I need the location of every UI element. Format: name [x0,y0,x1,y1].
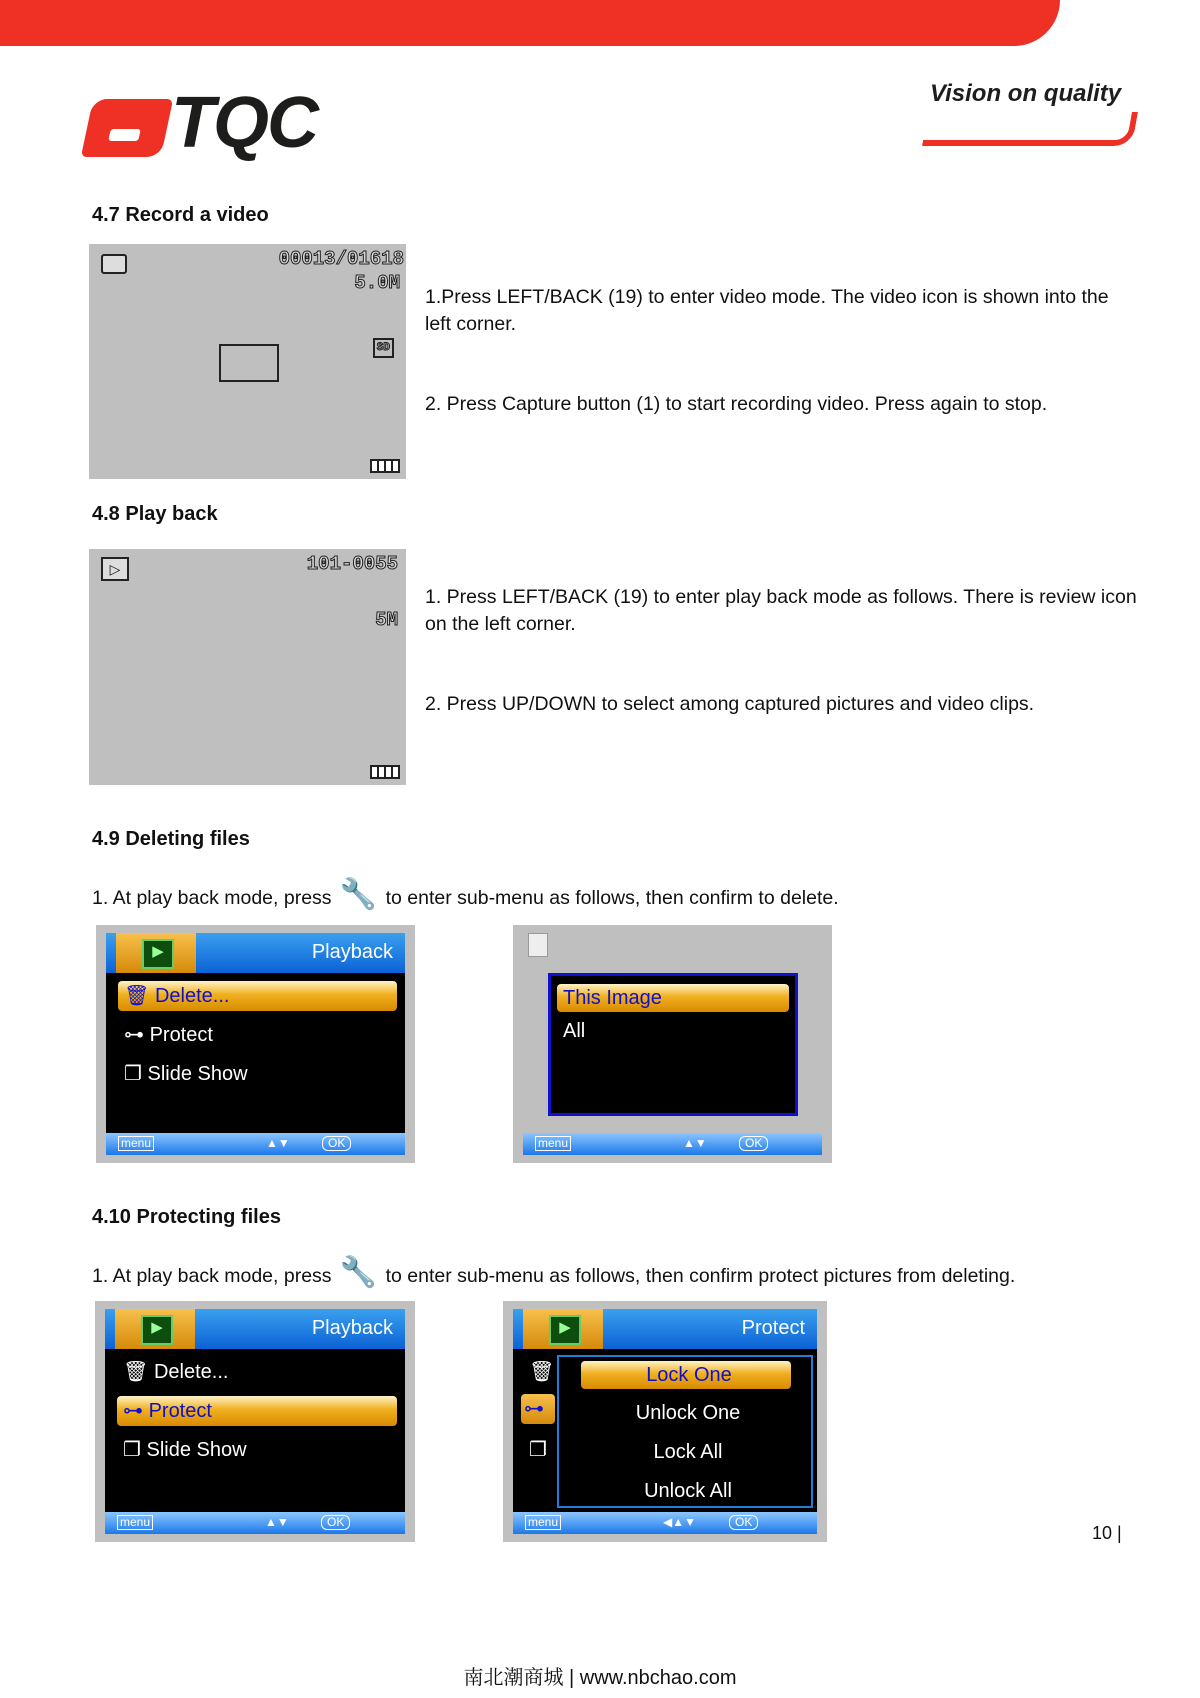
intro-text: 1. At play back mode, press [92,887,332,909]
shot-counter: 00013/01618 [278,248,404,270]
slogan: Vision on quality [930,80,1122,107]
menu-back-button: menu [535,1136,571,1151]
camera-screen-playback [89,549,406,785]
file-number: 101-0055 [306,553,398,575]
image-file-icon [528,933,548,957]
menu-title: Protect [741,1317,805,1339]
wrench-icon: 🔧 [331,1256,386,1289]
resolution: 5M [375,609,398,631]
option-lock-one[interactable]: Lock One [581,1361,791,1389]
step-text: 1. Press LEFT/BACK (19) to enter play back mode as follows. There is review icon on the left corner. [425,586,1137,635]
ok-button: OK [739,1136,768,1151]
menu-title: Playback [311,1317,393,1339]
playback-mode-icon [116,933,196,973]
option-unlock-one[interactable]: Unlock One [635,1402,741,1424]
step-text: 1.Press LEFT/BACK (19) to enter video mode. The video icon is shown into the left corner. [425,286,1109,335]
camera-screen-video [89,244,406,479]
tqc-logo: TQC [87,82,317,164]
focus-frame-icon [219,344,279,382]
menu-title: Playback [311,941,393,963]
intro-text: to enter sub-menu as follows, then confirm protect pictures from deleting. [385,1265,1016,1287]
menu-item-slideshow[interactable]: ❐ Slide Show [123,1439,247,1461]
option-lock-all[interactable]: Lock All [653,1441,723,1463]
ok-button: OK [729,1515,758,1530]
nav-arrows-icon: ◀▲▼ [663,1515,696,1529]
header-red-bar [0,0,1060,46]
wrench-icon: 🔧 [331,878,386,911]
sd-card-icon: SD [373,338,394,358]
intro-text: to enter sub-menu as follows, then confirm to delete. [385,887,839,909]
step-text: 2. Press Capture button (1) to start recording video. Press again to stop. [425,393,1048,415]
menu-item-protect[interactable]: ⊶ Protect [117,1396,397,1426]
camera-icon [101,254,127,274]
option-all[interactable]: All [563,1020,586,1042]
menu-item-delete[interactable]: 🗑 Delete... [123,1361,229,1383]
playback-mode-icon [115,1309,195,1349]
page-number: 10 | [1092,1523,1122,1543]
section-title: 4.7 Record a video [92,204,269,226]
battery-icon [370,459,400,473]
playback-icon: ▷ [101,557,129,581]
footer-text: 南北潮商城 | www.nbchao.com [463,1667,737,1689]
playback-menu-protect [95,1301,415,1542]
protect-submenu [503,1301,827,1542]
menu-item-slideshow[interactable]: ❐ Slide Show [124,1063,248,1085]
step-text: 2. Press UP/DOWN to select among captured pictures and video clips. [425,693,1035,715]
menu-back-button: menu [117,1515,153,1530]
delete-submenu [513,925,832,1163]
updown-arrows-icon: ▲▼ [683,1136,707,1150]
slideshow-icon: ❐ [529,1439,547,1461]
menu-item-protect[interactable]: ⊶ Protect [124,1024,213,1046]
slogan-underline [922,112,1138,146]
resolution: 5.0M [354,272,400,294]
key-icon: ⊶ [521,1394,555,1424]
section-title: 4.9 Deleting files [92,828,250,850]
ok-button: OK [322,1136,351,1151]
playback-menu-delete [96,925,415,1163]
option-unlock-all[interactable]: Unlock All [644,1480,732,1502]
trash-icon: 🗑 [529,1361,555,1383]
section-title: 4.8 Play back [92,503,218,525]
updown-arrows-icon: ▲▼ [266,1136,290,1150]
ok-button: OK [321,1515,350,1530]
section-title: 4.10 Protecting files [92,1206,281,1228]
menu-back-button: menu [525,1515,561,1530]
menu-item-delete[interactable]: 🗑 Delete... [118,981,397,1011]
menu-back-button: menu [118,1136,154,1151]
updown-arrows-icon: ▲▼ [265,1515,289,1529]
battery-icon [370,765,400,779]
playback-mode-icon [523,1309,603,1349]
intro-text: 1. At play back mode, press [92,1265,332,1287]
option-this-image[interactable]: This Image [557,984,789,1012]
